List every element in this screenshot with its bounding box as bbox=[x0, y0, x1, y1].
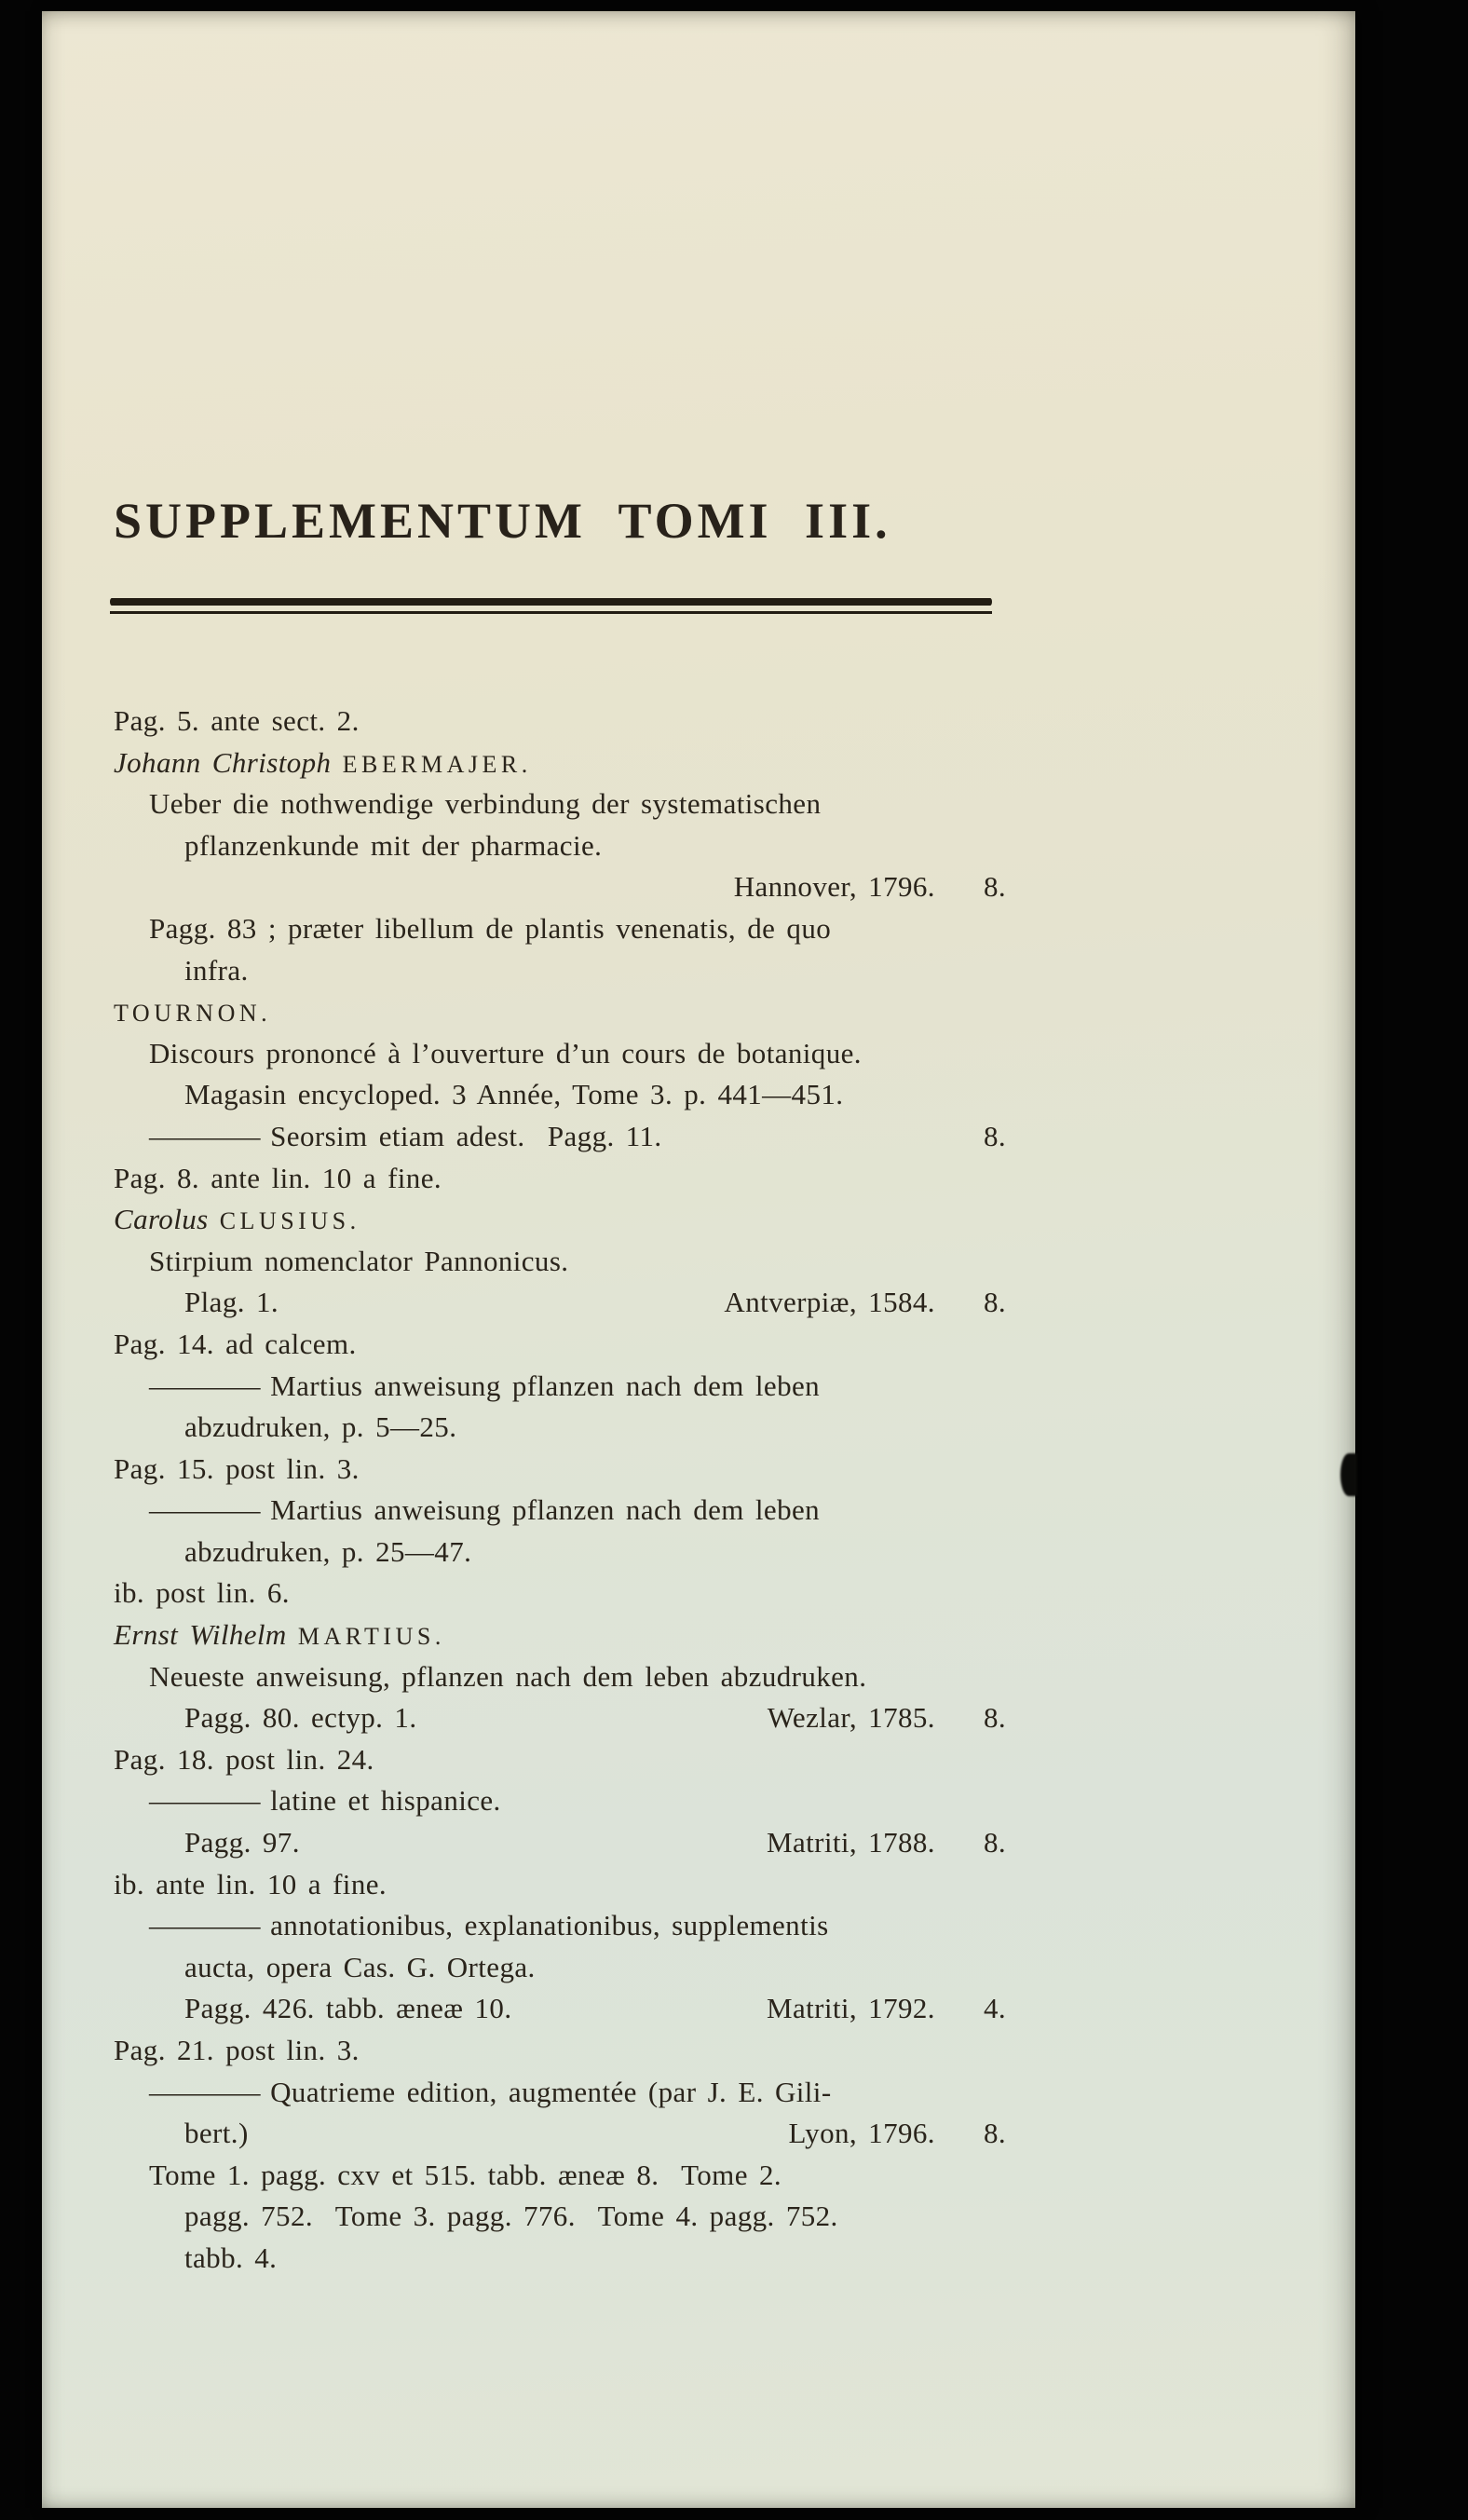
text-line bbox=[114, 1407, 1006, 1449]
text-line bbox=[114, 742, 1006, 784]
text-line bbox=[114, 1324, 1006, 1366]
text-segment: Pag. 21. post lin. 3. bbox=[114, 2034, 360, 2066]
line-left-text bbox=[114, 1449, 360, 1491]
text-line bbox=[114, 2113, 1006, 2155]
imprint-place-year: Wezlar, 1785. bbox=[767, 1701, 935, 1735]
scan-artifact bbox=[1340, 1453, 1357, 1496]
text-segment: annotationibus, explanationibus, supplementis bbox=[259, 1909, 829, 1942]
text-segment: Pagg. 97. bbox=[184, 1826, 300, 1859]
text-segment: Pag. 8. ante lin. 10 a fine. bbox=[114, 1161, 442, 1194]
text-line bbox=[114, 1282, 1006, 1324]
rule-thin-line bbox=[110, 611, 992, 614]
text-line bbox=[114, 1532, 1006, 1573]
text-segment: Johann Christoph bbox=[114, 745, 343, 779]
line-left-text bbox=[114, 991, 271, 1035]
text-line bbox=[114, 2238, 1006, 2280]
imprint-format: 4. bbox=[983, 1992, 1006, 2025]
line-left-text bbox=[114, 1158, 442, 1200]
line-left-text bbox=[149, 783, 821, 825]
rule-thick-line bbox=[110, 598, 992, 606]
line-left-text bbox=[184, 950, 249, 992]
line-left-text bbox=[184, 1407, 456, 1449]
text-segment: Martius anweisung pflanzen nach dem leben bbox=[259, 1493, 821, 1527]
text-line bbox=[114, 1074, 1006, 1116]
text-line bbox=[114, 866, 1006, 908]
text-line bbox=[114, 1864, 1006, 1906]
continuation-dash: ———— bbox=[149, 1369, 259, 1402]
line-left-text bbox=[184, 1697, 416, 1739]
line-left-text bbox=[184, 1074, 843, 1116]
text-segment: Plag. 1. bbox=[184, 1286, 279, 1319]
text-segment: tabb. 4. bbox=[184, 2241, 278, 2274]
text-line bbox=[114, 1739, 1006, 1781]
line-left-text bbox=[114, 701, 360, 742]
text-line bbox=[114, 1947, 1006, 1989]
continuation-dash: ———— bbox=[149, 1119, 259, 1152]
line-left-text bbox=[114, 1324, 357, 1366]
line-left-text bbox=[184, 2113, 249, 2155]
continuation-dash: ———— bbox=[149, 1784, 259, 1818]
imprint-place-year: Matriti, 1788. bbox=[766, 1826, 935, 1859]
continuation-dash: ———— bbox=[149, 1909, 259, 1942]
line-left-text bbox=[184, 1532, 471, 1573]
text-line bbox=[114, 1158, 1006, 1200]
line-left-text bbox=[149, 2072, 832, 2114]
text-line bbox=[114, 1366, 1006, 1408]
text-line bbox=[114, 1199, 1006, 1241]
text-segment: Quatrieme edition, augmentée (par J. E. Gili- bbox=[259, 2075, 832, 2108]
imprint-format: 8. bbox=[983, 1701, 1006, 1735]
text-line bbox=[114, 1822, 1006, 1864]
line-left-text bbox=[114, 1614, 445, 1658]
text-segment: Pagg. 426. tabb. æneæ 10. bbox=[184, 1992, 512, 2025]
text-line bbox=[114, 783, 1006, 825]
line-left-text bbox=[149, 1366, 820, 1408]
text-line bbox=[114, 991, 1006, 1033]
line-left-text bbox=[114, 1864, 387, 1906]
text-line bbox=[114, 1905, 1006, 1947]
title-double-rule bbox=[110, 598, 992, 614]
text-line bbox=[114, 1988, 1006, 2030]
line-left-text bbox=[184, 1282, 279, 1324]
text-segment: CLUSIUS. bbox=[219, 1207, 360, 1235]
text-line bbox=[114, 1116, 1006, 1158]
book-page bbox=[42, 11, 1355, 2508]
text-segment: Pag. 14. ad calcem. bbox=[114, 1327, 357, 1360]
text-segment: Pag. 18. post lin. 24. bbox=[114, 1742, 374, 1776]
continuation-dash: ———— bbox=[149, 1493, 259, 1527]
text-line bbox=[114, 1033, 1006, 1075]
line-left-text bbox=[149, 1780, 501, 1822]
text-segment: Ueber die nothwendige verbindung der systematischen bbox=[149, 787, 822, 821]
text-line bbox=[114, 2155, 1006, 2197]
line-left-text bbox=[149, 1116, 662, 1158]
text-segment: Carolus bbox=[114, 1203, 220, 1236]
line-left-text bbox=[184, 825, 602, 867]
line-left-text bbox=[184, 1988, 512, 2030]
text-line bbox=[114, 1490, 1006, 1532]
line-left-text bbox=[149, 908, 831, 950]
line-left-text bbox=[149, 1490, 820, 1532]
text-line bbox=[114, 825, 1006, 867]
line-left-text bbox=[184, 1947, 536, 1989]
line-left-text bbox=[114, 1573, 290, 1614]
text-segment: MARTIUS. bbox=[297, 1623, 445, 1651]
line-left-text bbox=[149, 1656, 866, 1698]
continuation-dash: ———— bbox=[149, 2075, 259, 2108]
text-line bbox=[114, 2030, 1006, 2072]
text-segment: Discours prononcé à l’ouverture d’un cours de botanique. bbox=[149, 1036, 862, 1069]
text-line bbox=[114, 1780, 1006, 1822]
text-segment: Pagg. 83 ; præter libellum de plantis venenatis, de quo bbox=[149, 911, 832, 945]
text-segment: latine et hispanice. bbox=[259, 1784, 501, 1818]
text-segment: pflanzenkunde mit der pharmacie. bbox=[184, 828, 603, 862]
text-line bbox=[114, 1241, 1006, 1283]
line-left-text bbox=[114, 2030, 360, 2072]
text-line bbox=[114, 2196, 1006, 2238]
text-segment: Ernst Wilhelm bbox=[114, 1618, 298, 1652]
text-segment: ib. post lin. 6. bbox=[114, 1576, 290, 1610]
imprint-format: 8. bbox=[983, 1119, 1006, 1152]
line-left-text bbox=[184, 2238, 277, 2280]
text-line bbox=[114, 908, 1006, 950]
text-segment: abzudruken, p. 25—47. bbox=[184, 1534, 472, 1568]
line-left-text bbox=[114, 742, 532, 786]
text-segment: Magasin encycloped. 3 Année, Tome 3. p. 441—451. bbox=[184, 1078, 844, 1111]
imprint-place-year: Lyon, 1796. bbox=[788, 2117, 935, 2150]
line-left-text bbox=[149, 1241, 568, 1283]
line-left-text bbox=[149, 2155, 782, 2197]
text-line bbox=[114, 1449, 1006, 1491]
text-segment: Pagg. 80. ectyp. 1. bbox=[184, 1701, 417, 1735]
text-line bbox=[114, 2072, 1006, 2114]
line-left-text bbox=[184, 2196, 838, 2238]
text-segment: infra. bbox=[184, 953, 249, 987]
line-left-text bbox=[114, 1739, 374, 1781]
text-segment: Martius anweisung pflanzen nach dem leben bbox=[259, 1369, 821, 1402]
line-left-text bbox=[149, 1033, 862, 1075]
imprint-format: 8. bbox=[983, 870, 1006, 904]
text-line bbox=[114, 1697, 1006, 1739]
text-segment: Tome 1. pagg. cxv et 515. tabb. æneæ 8. Tome 2. bbox=[149, 2158, 782, 2191]
text-line bbox=[114, 1573, 1006, 1614]
text-line bbox=[114, 950, 1006, 992]
text-segment: Seorsim etiam adest. Pagg. 11. bbox=[259, 1119, 662, 1152]
text-segment: ib. ante lin. 10 a fine. bbox=[114, 1867, 387, 1900]
text-line bbox=[114, 1656, 1006, 1698]
text-segment: Pag. 5. ante sect. 2. bbox=[114, 704, 360, 737]
text-segment: Pag. 15. post lin. 3. bbox=[114, 1451, 360, 1485]
line-left-text bbox=[149, 1905, 829, 1947]
text-segment: Neueste anweisung, pflanzen nach dem leben abzudruken. bbox=[149, 1659, 867, 1693]
imprint-format: 8. bbox=[983, 1286, 1006, 1319]
imprint-place-year: Hannover, 1796. bbox=[733, 870, 935, 904]
imprint-format: 8. bbox=[983, 2117, 1006, 2150]
text-segment: pagg. 752. Tome 3. pagg. 776. Tome 4. pagg. 752. bbox=[184, 2200, 838, 2233]
text-segment: abzudruken, p. 5—25. bbox=[184, 1410, 457, 1444]
text-segment: aucta, opera Cas. G. Ortega. bbox=[184, 1950, 536, 1983]
body-text bbox=[114, 701, 1006, 2280]
imprint-format: 8. bbox=[983, 1826, 1006, 1859]
text-line bbox=[114, 1614, 1006, 1656]
text-segment: TOURNON. bbox=[114, 1000, 272, 1028]
imprint-place-year: Matriti, 1792. bbox=[766, 1992, 935, 2025]
text-segment: Stirpium nomenclator Pannonicus. bbox=[149, 1244, 569, 1277]
text-line bbox=[114, 701, 1006, 742]
line-left-text bbox=[114, 1199, 360, 1243]
imprint-place-year: Antverpiæ, 1584. bbox=[724, 1286, 935, 1319]
line-left-text bbox=[184, 1822, 300, 1864]
page-title: SUPPLEMENTUM TOMI III. bbox=[114, 493, 891, 549]
text-segment: EBERMAJER. bbox=[342, 750, 532, 778]
text-segment: bert.) bbox=[184, 2117, 249, 2150]
